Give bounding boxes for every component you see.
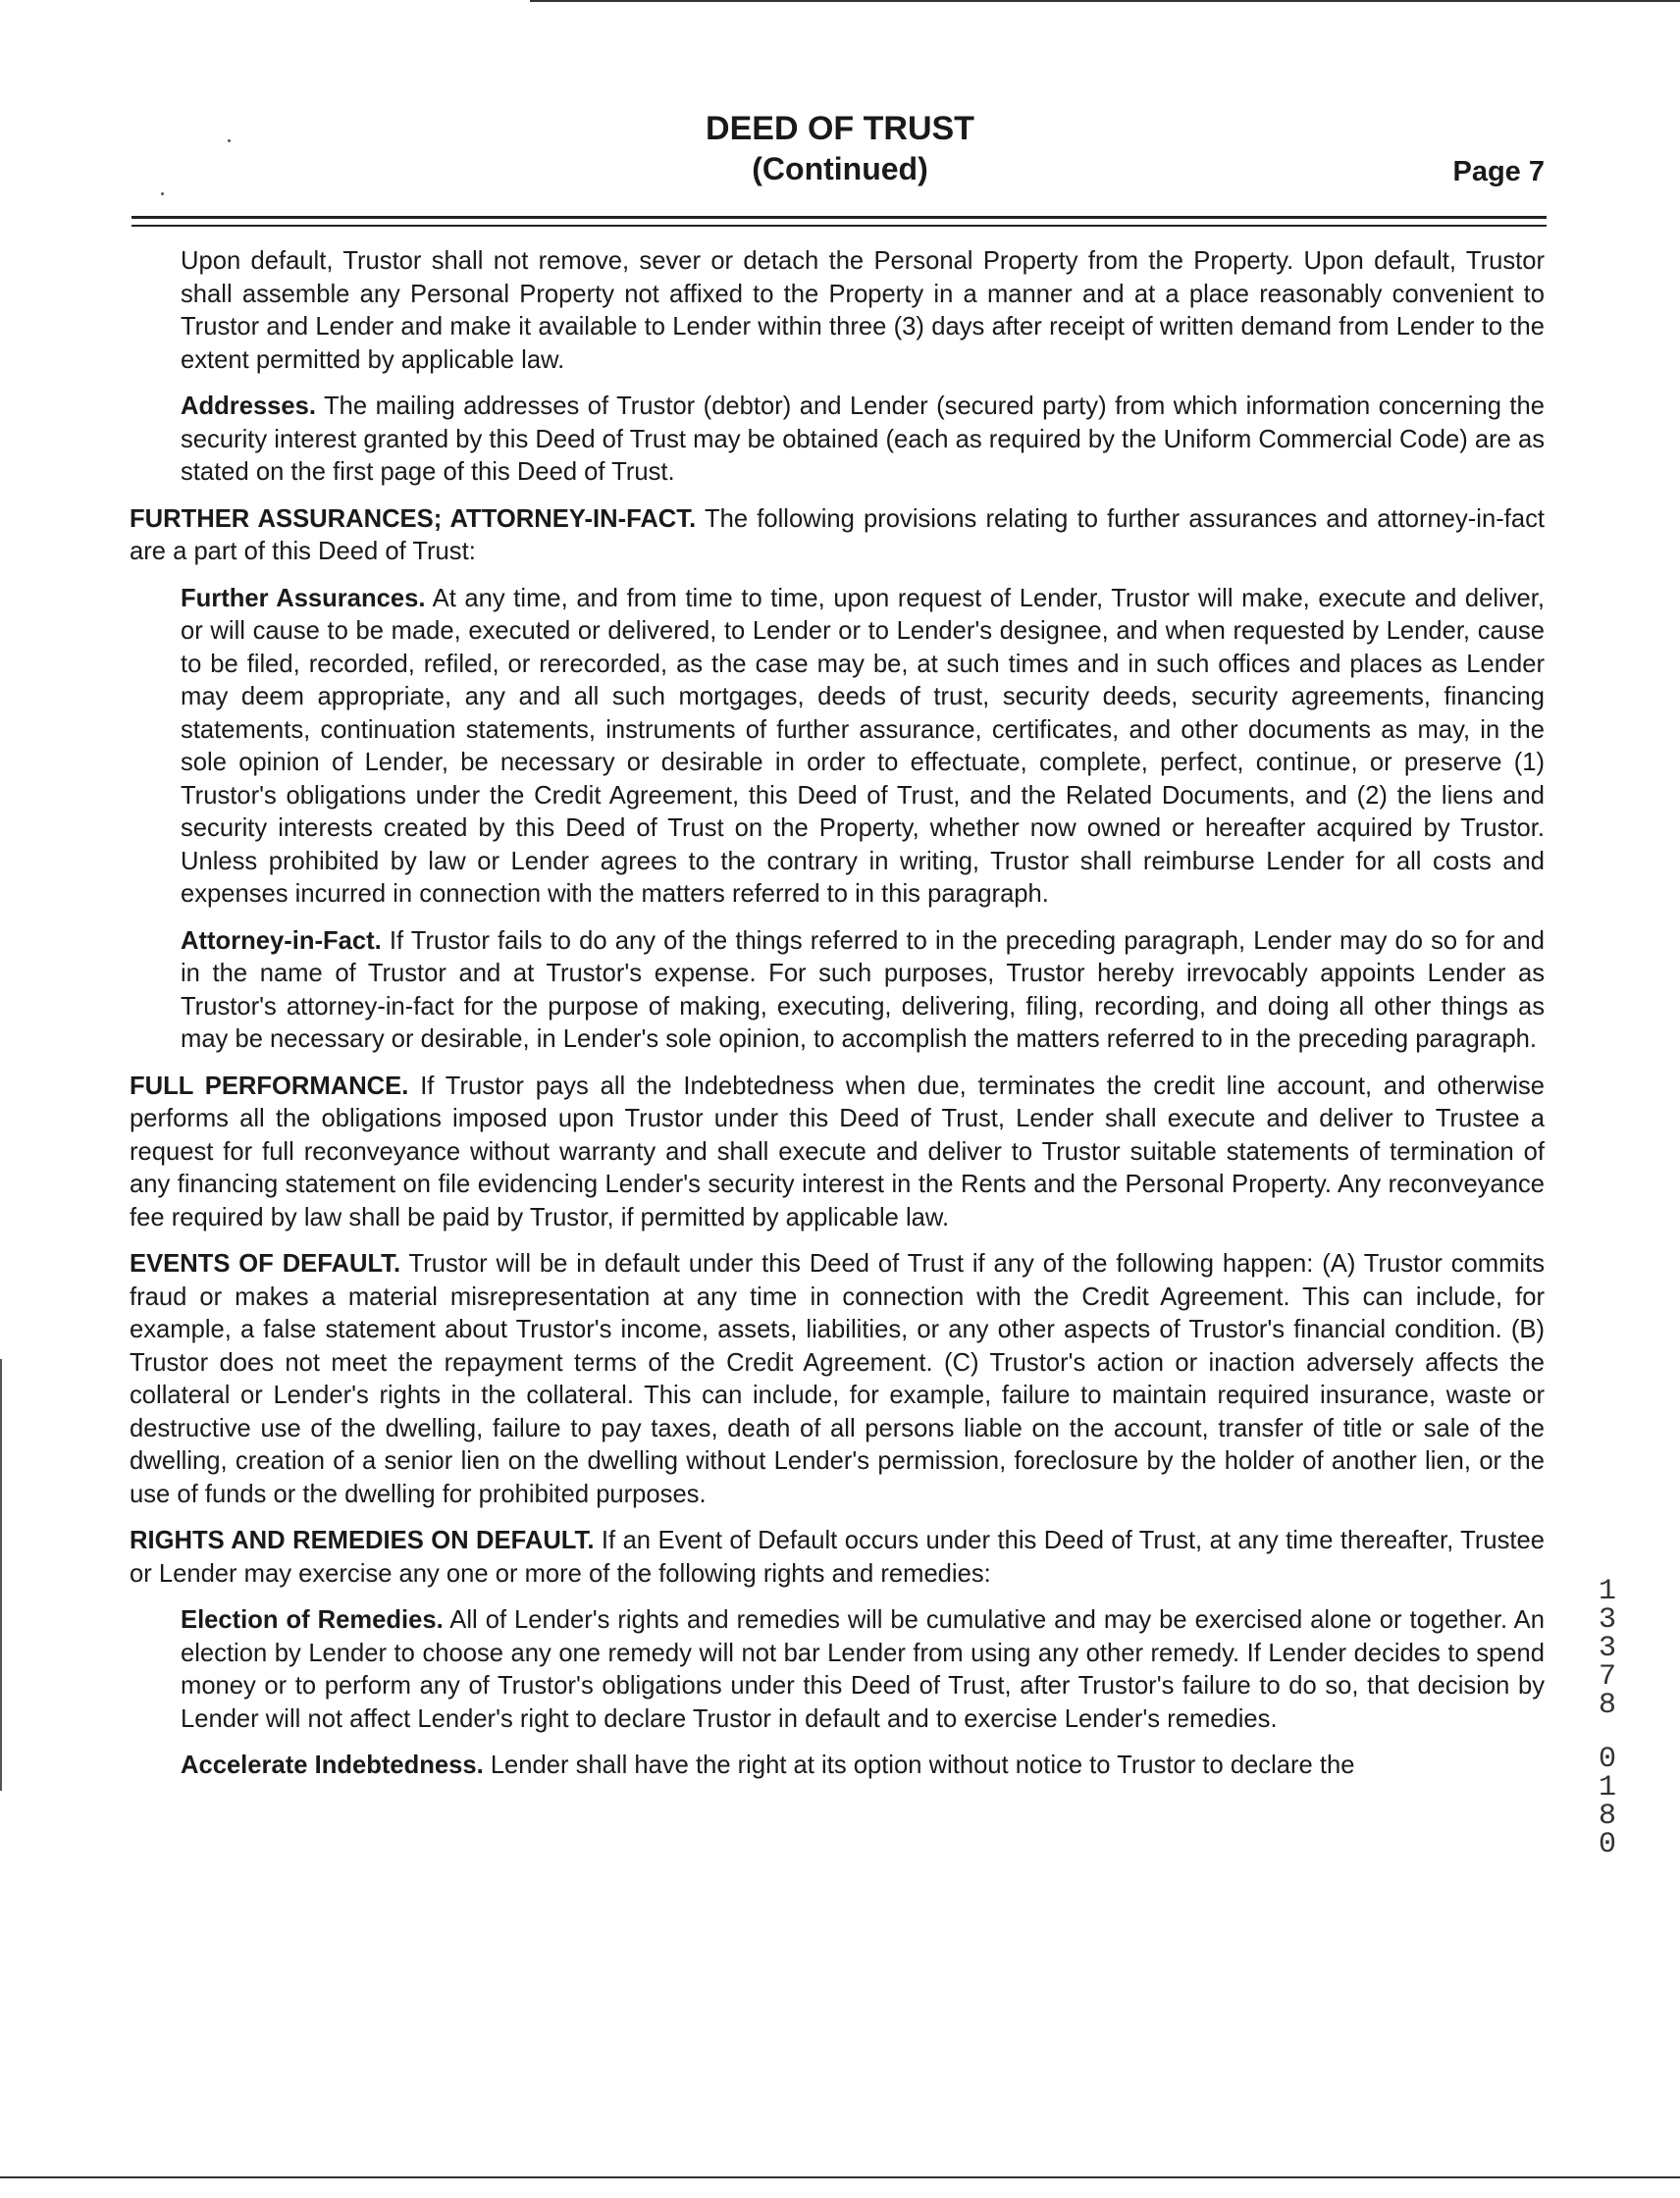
section-rights-and-remedies — [130, 1525, 1545, 1591]
paragraph-text: The following provisions relating to further assurances and attorney-in-fact are a part of this Deed of Trust: — [130, 504, 1545, 565]
top-edge-rule — [530, 0, 1680, 2]
section-heading: FULL PERFORMANCE. — [130, 1072, 409, 1100]
margin-recording-number — [1594, 1575, 1621, 1861]
paragraph-text: Trustor will be in default under this Deed of Trust if any of the following happen: (A) Trustor commits fraud or makes a material misrepresentation at any time in connection with the Credit Agreement. This can include, for example, a false statement about Trustor's income, assets, liabilities, or any other aspects of Trustor's financial condition. (B) Trustor does not meet the repayment terms of the Credit Agreement. (C) Trustor's action or inaction adversely affects the collateral or Lender's rights in the collateral. This can include, for example, failure to maintain required insurance, waste or destructive use of the dwelling, failure to pay taxes, death of all persons liable on the account, transfer of title or sale of the dwelling, creation of a senior lien on the dwelling without Lender's permission, foreclosure by the holder of another lien, or the use of funds or the dwelling for prohibited purposes. — [130, 1250, 1546, 1508]
section-further-assurances — [130, 503, 1545, 569]
margin-digit: 0 — [1598, 1828, 1616, 1861]
paragraph-addresses — [181, 391, 1545, 490]
paragraph-heading: Attorney-in-Fact. — [181, 926, 382, 955]
paragraph-attorney-in-fact — [181, 925, 1545, 1057]
margin-digit: 7 — [1598, 1660, 1616, 1694]
paragraph-heading: Election of Remedies. — [181, 1606, 444, 1634]
paragraph-text: If an Event of Default occurs under this Deed of Trust, at any time thereafter, Trustee or Lender may exercise any one or more of the following rights and remedies: — [130, 1527, 1545, 1588]
margin-digit: 1 — [1598, 1575, 1616, 1608]
paragraph-heading: Addresses. — [181, 392, 316, 420]
margin-digit: 3 — [1598, 1632, 1616, 1665]
paragraph-heading: Accelerate Indebtedness. — [181, 1752, 484, 1779]
scan-edge-mark — [0, 1359, 2, 1791]
document-body — [130, 245, 1545, 1797]
section-heading: FURTHER ASSURANCES; ATTORNEY-IN-FACT. — [130, 504, 697, 533]
margin-digit: 8 — [1598, 1689, 1616, 1722]
paragraph-text: If Trustor pays all the Indebtedness when due, terminates the credit line account, and otherwise performs all the obligations imposed upon Trustor under this Deed of Trust, Lender shall execute and deliver to Trustee a request for full reconveyance without warranty and shall execute and deliver to Trustor suitable statements of termination of any financing statement on file evidencing Lender's security interest in the Rents and the Personal Property. Any reconveyance fee required by law shall be paid by Trustor, if permitted by applicable law. — [130, 1072, 1545, 1231]
paragraph-text: At any time, and from time to time, upon request of Lender, Trustor will make, execute and deliver, or will cause to be made, executed or delivered, to Lender or to Lender's designee, and when requested by Lender, cause to be filed, recorded, refiled, or rerecorded, as the case may be, at such times and in such offices and places as Lender may deem appropriate, any and all such mortgages, deeds of trust, security deeds, security agreements, financing statements, continuation statements, instruments of further assurance, certificates, and other documents as may, in the sole opinion of Lender, be necessary or desirable in order to effectuate, complete, perfect, continue, or preserve (1) Trustor's obligations under the Credit Agreement, this Deed of Trust, and the Related Documents, and (2) the liens and security interests created by this Deed of Trust on the Property, whether now owned or hereafter acquired by Trustor. Unless prohibited by law or Lender agrees to the contrary in writing, Trustor shall reimburse Lender for all costs and expenses incurred in connection with the matters referred to in this paragraph. — [181, 584, 1545, 908]
paragraph-personal-property-default — [181, 245, 1545, 377]
paragraph-further-assurances — [181, 583, 1545, 912]
paragraph-accelerate-indebtedness — [181, 1750, 1545, 1783]
margin-digit: 3 — [1598, 1603, 1616, 1637]
section-heading: RIGHTS AND REMEDIES ON DEFAULT. — [130, 1527, 595, 1554]
paragraph-heading: Further Assurances. — [181, 584, 426, 612]
margin-digit: 1 — [1598, 1771, 1616, 1805]
paragraph-text: Upon default, Trustor shall not remove, sever or detach the Personal Property from the Property. Upon default, Trustor shall assemble any Personal Property not affixed to the Property in a manner and at a place reasonably convenient to Trustor and Lender and make it available to Lender within three (3) days after receipt of written demand from Lender to the extent permitted by applicable law. — [181, 247, 1545, 374]
page-number: Page 7 — [1452, 156, 1545, 187]
header-divider — [131, 216, 1547, 227]
margin-digit: 0 — [1598, 1743, 1616, 1776]
bottom-edge-rule — [0, 2176, 1680, 2178]
paragraph-text: Lender shall have the right at its option without notice to Trustor to declare the — [490, 1752, 1355, 1779]
margin-digit: 8 — [1598, 1800, 1616, 1833]
section-full-performance — [130, 1071, 1545, 1235]
document-title: DEED OF TRUST — [706, 110, 974, 147]
paragraph-text: The mailing addresses of Trustor (debtor) and Lender (secured party) from which information concerning the security interest granted by this Deed of Trust may be obtained (each as required by the Uniform Commercial Code) are as stated on the first page of this Deed of Trust. — [181, 392, 1546, 486]
document-subtitle: (Continued) — [752, 151, 928, 186]
section-events-of-default — [130, 1248, 1545, 1511]
paragraph-text: If Trustor fails to do any of the things referred to in the preceding paragraph, Lender may do so for and in the name of Trustor and at Trustor's expense. For such purposes, Trustor hereby irrevocably appoints Lender as Trustor's attorney-in-fact for the purpose of making, executing, delivering, filing, recording, and doing all other things as may be necessary or desirable, in Lender's sole opinion, to accomplish the matters referred to in the preceding paragraph. — [181, 926, 1545, 1053]
paragraph-text: All of Lender's rights and remedies will be cumulative and may be exercised alone or together. An election by Lender to choose any one remedy will not bar Lender from using any other remedy. If Lender decides to spend money or to perform any of Trustor's obligations under this Deed of Trust, after Trustor's failure to do so, that decision by Lender will not affect Lender's right to declare Trustor in default and to exercise Lender's remedies. — [181, 1606, 1545, 1733]
section-heading: EVENTS OF DEFAULT. — [130, 1250, 401, 1278]
scan-speck — [161, 192, 164, 195]
paragraph-election-of-remedies — [181, 1604, 1545, 1736]
document-header — [0, 110, 1680, 188]
